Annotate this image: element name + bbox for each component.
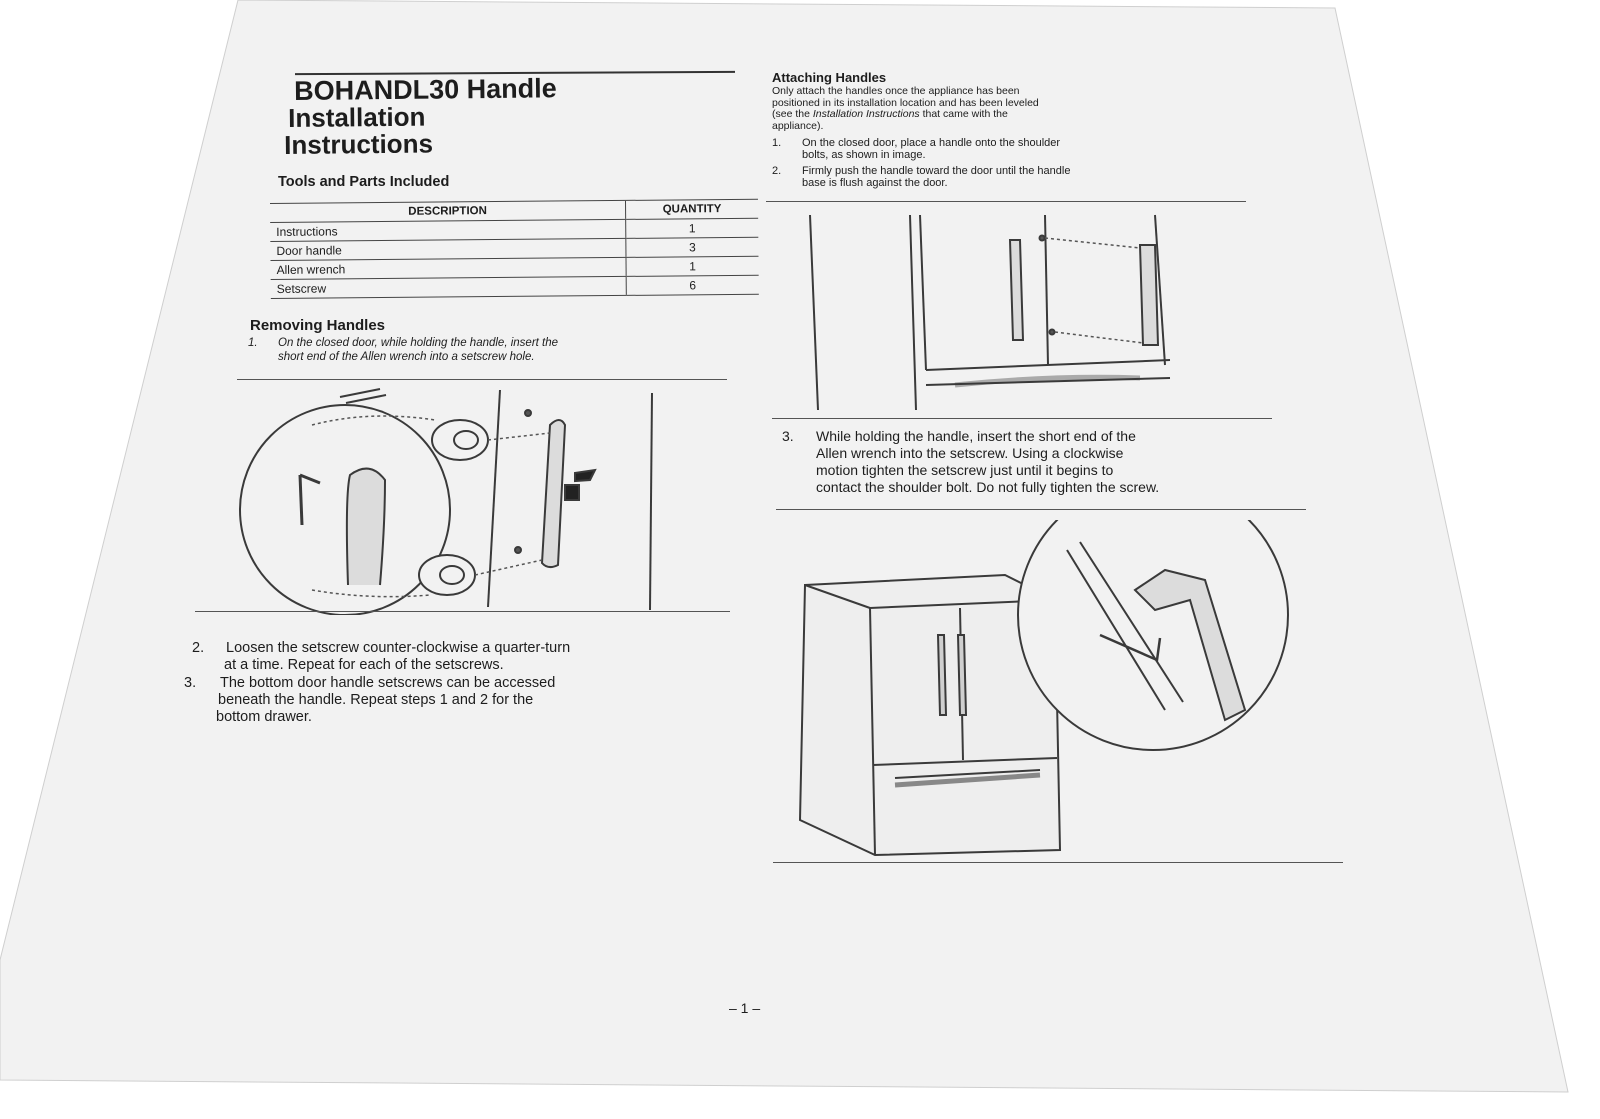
step-text: base is flush against the door. <box>802 177 948 189</box>
removing-handle-diagram <box>230 385 730 615</box>
removing-step-3 <box>184 675 724 726</box>
step-text: The bottom door handle setscrews can be accessed <box>220 675 556 691</box>
intro-text: appliance). <box>772 119 824 132</box>
section-rule <box>772 418 1272 419</box>
table-cell-quantity: 1 <box>626 256 759 276</box>
table-cell-quantity: 6 <box>626 275 759 295</box>
removing-step-1 <box>248 337 728 364</box>
document-title-line1: BOHANDL30 Handle <box>294 73 557 106</box>
section-rule <box>773 862 1343 863</box>
intro-text: (see the <box>772 108 813 120</box>
step-text: Firmly push the handle toward the door until the handle <box>802 165 1071 177</box>
step-text: short end of the Allen wrench into a setscrew hole. <box>278 350 535 363</box>
step-text: Allen wrench into the setscrew. Using a clockwise <box>816 445 1124 461</box>
step-text: bolts, as shown in image. <box>802 149 926 161</box>
section-rule <box>776 509 1306 510</box>
intro-text: Only attach the handles once the appliance has been <box>772 85 1020 97</box>
step-text: contact the shoulder bolt. Do not fully tighten the screw. <box>816 479 1160 495</box>
section-rule <box>195 611 730 612</box>
step-text: Loosen the setscrew counter-clockwise a quarter-turn <box>226 640 571 656</box>
step-number: 3. <box>184 675 197 691</box>
table-cell-description: Allen wrench <box>271 257 627 279</box>
attaching-intro <box>772 86 1039 132</box>
removing-heading: Removing Handles <box>250 317 386 334</box>
step-number: 1. <box>248 337 258 349</box>
step-text: While holding the handle, insert the short end of the <box>816 428 1136 444</box>
attaching-heading: Attaching Handles <box>772 70 887 85</box>
table-header-quantity: QUANTITY <box>625 199 758 219</box>
table-row <box>271 275 759 298</box>
section-rule <box>766 201 1246 202</box>
table-header-description: DESCRIPTION <box>270 200 626 222</box>
intro-text: positioned in its installation location and has been leveled <box>772 96 1039 109</box>
step-text: On the closed door, place a handle onto the shoulder <box>802 137 1061 149</box>
table-cell-quantity: 3 <box>626 237 759 257</box>
table-cell-quantity: 1 <box>626 218 759 238</box>
parts-table <box>270 199 759 299</box>
table-cell-description: Setscrew <box>271 276 627 298</box>
refrigerator-diagram <box>795 520 1315 860</box>
step-text: On the closed door, while holding the handle, insert the <box>278 337 559 349</box>
removing-step-2 <box>192 640 732 674</box>
step-text: bottom drawer. <box>216 709 312 725</box>
section-rule <box>237 379 727 380</box>
attaching-handle-diagram <box>790 210 1210 415</box>
table-cell-description: Instructions <box>270 219 626 241</box>
document-title-line3: Instructions <box>284 128 434 160</box>
step-number: 3. <box>782 428 794 444</box>
step-text: beneath the handle. Repeat steps 1 and 2 for the <box>218 692 534 708</box>
intro-text: that came with the <box>919 108 1008 120</box>
step-text: at a time. Repeat for each of the setscrews. <box>224 657 504 673</box>
step-number: 2. <box>192 640 205 656</box>
document-title-line2: Installation <box>288 101 426 133</box>
step-number: 1. <box>772 137 782 149</box>
table-cell-description: Door handle <box>270 238 626 260</box>
attaching-step-3 <box>782 428 1159 496</box>
step-text: motion tighten the setscrew just until it begins to <box>816 462 1114 478</box>
attaching-step-2 <box>772 165 1070 189</box>
intro-emphasis: Installation Instructions <box>812 108 920 120</box>
tools-heading: Tools and Parts Included <box>278 174 450 190</box>
page-number: – 1 – <box>729 1000 761 1016</box>
step-number: 2. <box>772 165 782 177</box>
attaching-step-1 <box>772 137 1060 161</box>
